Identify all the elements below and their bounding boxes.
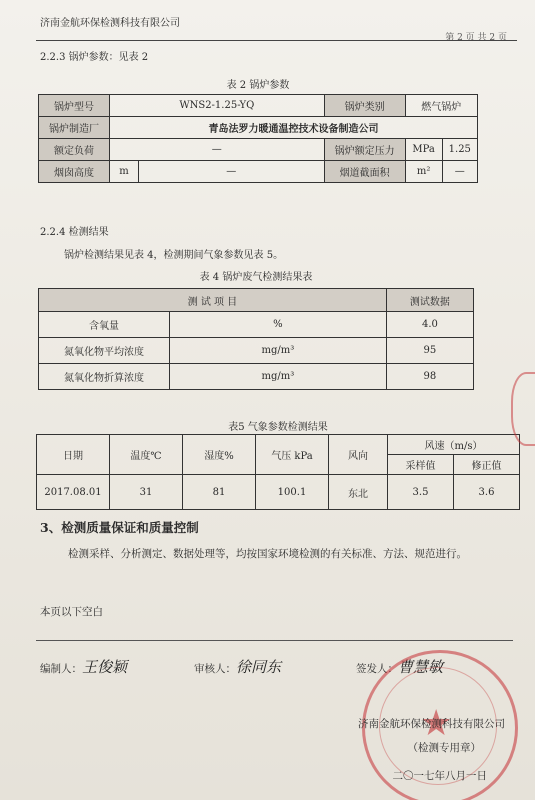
page-info: 第 2 页 共 2 页 [445, 33, 507, 43]
table-header-cell: 温度℃ [110, 435, 183, 475]
table-header-cell: 风向 [329, 435, 388, 475]
table-row [39, 312, 474, 338]
seal-note: （检测专用章） [407, 742, 481, 754]
table-header-cell: 测 试 项 目 [39, 289, 387, 312]
header-divider [36, 40, 517, 41]
table-cell: 烟道截面积 [324, 161, 405, 183]
table-header-cell: 测试数据 [386, 289, 473, 312]
table-cell: 燃气锅炉 [405, 95, 477, 117]
section-3-text: 检测采样、分析测定、数据处理等，均按国家环境检测的有关标准、方法、规范进行。 [68, 548, 467, 560]
table-cell: 锅炉型号 [39, 95, 110, 117]
table-header-cell: 修正值 [454, 455, 520, 475]
table-cell: 95 [386, 338, 473, 364]
table-header-row [39, 289, 474, 312]
compiler-name: 王俊颖 [82, 658, 128, 676]
table-cell: 氮氧化物折算浓度 [39, 364, 170, 390]
table-cell: WNS2-1.25-YQ [110, 95, 325, 117]
compiler-signature [40, 656, 127, 677]
table-cell: 98 [386, 364, 473, 390]
table4-caption: 表 4 锅炉废气检测结果表 [199, 272, 313, 283]
seam-stamp [511, 372, 535, 446]
footer-company: 济南金航环保检测科技有限公司 [358, 718, 505, 730]
table-cell: — [442, 161, 477, 183]
issuer-label: 签发人： [356, 663, 398, 675]
table2-caption: 表 2 锅炉参数 [226, 80, 290, 91]
reviewer-name: 徐同东 [236, 658, 282, 676]
table-row [39, 117, 478, 139]
boiler-params-table [38, 94, 478, 183]
table-cell: 3.6 [454, 475, 520, 510]
header-company: 济南金航环保检测科技有限公司 [40, 18, 180, 29]
table-cell: 含氧量 [39, 312, 170, 338]
section-2-2-4-title: 2.2.4 检测结果 [40, 227, 109, 238]
table-header-cell: 日期 [37, 435, 110, 475]
table-header-cell: 湿度% [183, 435, 256, 475]
reviewer-signature [194, 656, 281, 677]
table-cell: m [110, 161, 139, 183]
issuer-name: 曹慧敏 [398, 658, 444, 676]
table-cell: 2017.08.01 [37, 475, 110, 510]
table-cell: mg/m³ [170, 338, 387, 364]
table-header-row [37, 435, 520, 455]
table-cell: 东北 [329, 475, 388, 510]
reviewer-label: 审核人： [194, 663, 236, 675]
table-cell: 81 [183, 475, 256, 510]
table-cell: mg/m³ [170, 364, 387, 390]
table-cell: 31 [110, 475, 183, 510]
table-cell: 1.25 [442, 139, 477, 161]
weather-params-table [36, 434, 520, 510]
table-cell: 3.5 [388, 475, 454, 510]
blank-note: 本页以下空白 [40, 606, 103, 618]
table-row [39, 161, 478, 183]
section-2-2-4-text: 锅炉检测结果见表 4，检测期间气象参数见表 5。 [64, 250, 284, 261]
exhaust-results-table [38, 288, 474, 390]
table-row [37, 475, 520, 510]
table-cell: 青岛法罗力暖通温控技术设备制造公司 [110, 117, 478, 139]
signature-divider [36, 640, 513, 641]
table-cell: — [110, 139, 325, 161]
table-header-cell: 风速（m/s） [388, 435, 520, 455]
table-cell: 锅炉额定压力 [324, 139, 405, 161]
table-cell: 额定负荷 [39, 139, 110, 161]
table-header-cell: 采样值 [388, 455, 454, 475]
seal-star-icon: ★ [420, 703, 453, 744]
table-row [39, 364, 474, 390]
table-row [39, 139, 478, 161]
section-3-title: 3、检测质量保证和质量控制 [40, 520, 199, 535]
table-row [39, 338, 474, 364]
table-cell: 烟囱高度 [39, 161, 110, 183]
table5-caption: 表5 气象参数检测结果 [228, 422, 328, 433]
table-cell: 4.0 [386, 312, 473, 338]
compiler-label: 编制人： [40, 663, 82, 675]
table-cell: MPa [405, 139, 442, 161]
table-cell: m² [405, 161, 442, 183]
issue-date: 二〇一七年八月一日 [392, 770, 487, 782]
table-cell: 锅炉制造厂 [39, 117, 110, 139]
table-cell: 锅炉类别 [324, 95, 405, 117]
table-header-cell: 气压 kPa [256, 435, 329, 475]
section-2-2-3-title: 2.2.3 锅炉参数：见表 2 [40, 52, 149, 63]
table-cell: % [170, 312, 387, 338]
table-cell: 100.1 [256, 475, 329, 510]
table-cell: — [139, 161, 325, 183]
table-cell: 氮氧化物平均浓度 [39, 338, 170, 364]
table-row [39, 95, 478, 117]
